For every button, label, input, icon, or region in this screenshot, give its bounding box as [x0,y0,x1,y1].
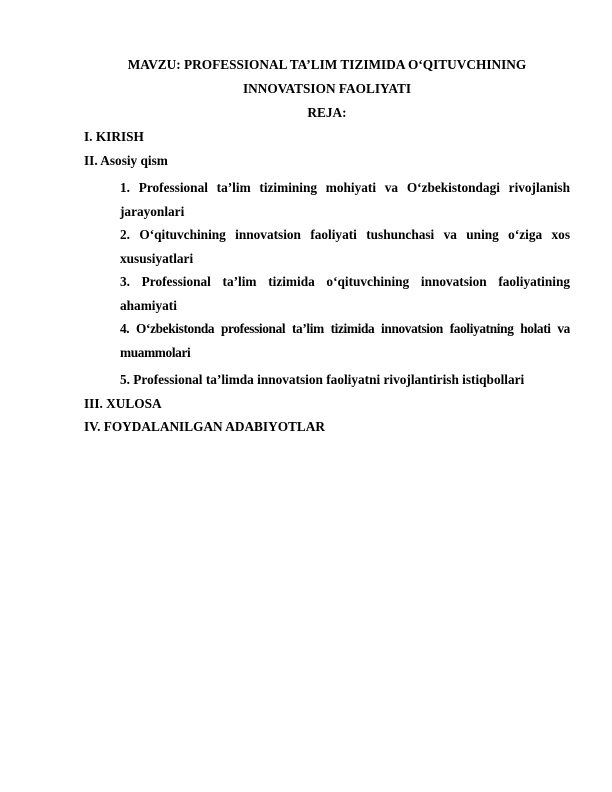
section-conclusion: III. XULOSA [84,396,162,411]
section-main: II. Asosiy qism [84,153,168,168]
title-line-2: INNOVATSION FAOLIYATI [242,81,412,96]
plan-item-4: 4. O‘zbekistonda professional ta’lim tizimida innovatsion faoliyatning holati va muammolari [120,321,570,360]
section-references: IV. FOYDALANILGAN ADABIYOTLAR [84,419,325,434]
plan-item-2: 2. O‘qituvchining innovatsion faoliyati tushunchasi va uning o‘ziga xos xususiyatlari [120,227,570,266]
plan-item-3: 3. Professional ta’lim tizimida o‘qituvchining innovatsion faoliyatining ahamiyati [120,274,570,313]
plan-item-5: 5. Professional ta’limda innovatsion faoliyatni rivojlantirish istiqbollari [120,372,525,387]
plan-item-1: 1. Professional ta’lim tizimining mohiyati va O‘zbekistondagi rivojlanish jarayonlari [120,180,570,219]
title-line-1: MAVZU: PROFESSIONAL TA’LIM TIZIMIDA O‘QITUVCHINING [127,57,527,72]
plan-heading: REJA: [307,105,347,120]
section-intro: I. KIRISH [84,129,144,144]
